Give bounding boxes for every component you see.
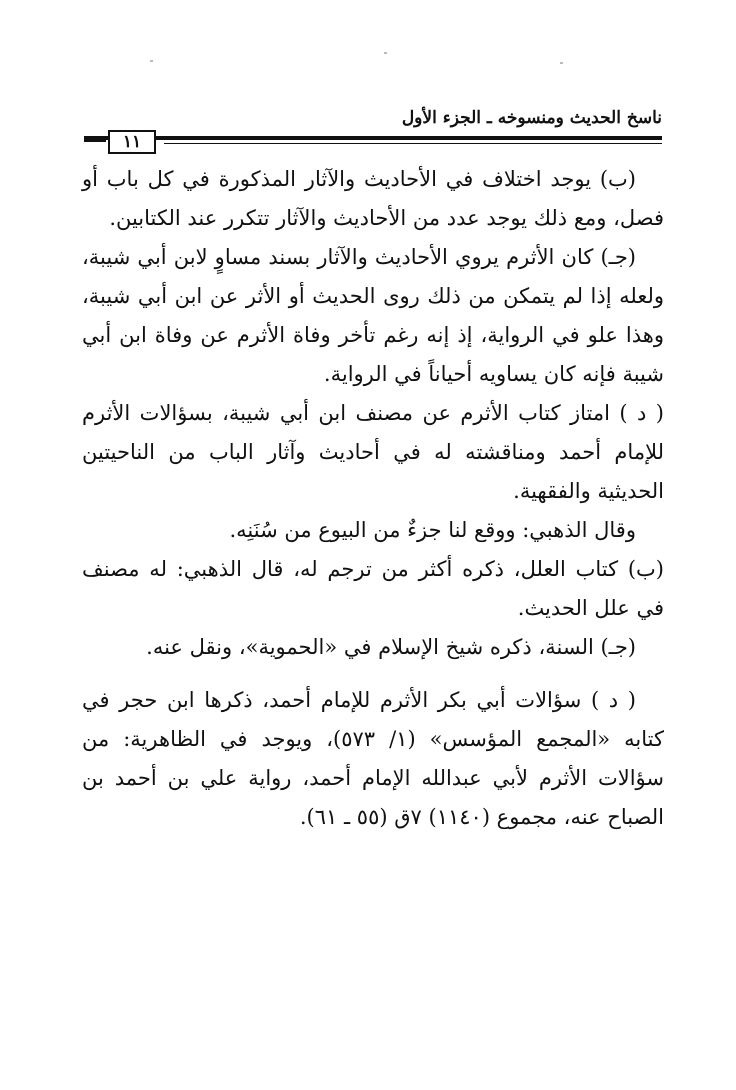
paragraph-j-sunnah: (جـ) السنة، ذكره شيخ الإسلام في «الحموية»، ونقل عنه.: [146, 635, 636, 659]
paragraph-d-suaalat: ( د ) سؤالات أبي بكر الأثرم للإمام أحمد، ذكرها ابن حجر في كتابه «المجمع المؤسس» (١/ ٥٧٣)، ويوجد في الظاهرية: من سؤالات الأثرم لأبي عبدالله الإمام أحمد، رواية علي بن أحمد بن الصباح عنه، مجموع (١١٤٠) ٧ق (٥٥ ـ ٦١).: [82, 688, 664, 829]
paragraph-dhahabi-quote: وقال الذهبي: ووقع لنا جزءٌ من البيوع من سُنَنِه.: [229, 518, 636, 542]
page-number: ١١: [108, 130, 156, 154]
paragraph-b-ilal: (ب) كتاب العلل، ذكره أكثر من ترجم له، قال الذهبي: له مصنف في علل الحديث.: [82, 557, 664, 620]
header-rule-thick: [84, 136, 662, 140]
scan-speck: [560, 62, 563, 64]
header-rule-thin: [164, 143, 662, 144]
paragraph-j-isnad: (جـ) كان الأثرم يروي الأحاديث والآثار بسند مساوٍ لابن أبي شيبة، ولعله إذا لم يتمكن من ذلك روى الحديث أو الأثر عن ابن أبي شيبة، وهذا علو في الرواية، إذ إنه رغم تأخر وفاة الأثرم عن وفاة ابن أبي شيبة فإنه كان يساويه أحياناً في الرواية.: [82, 245, 664, 386]
scan-speck: [384, 52, 387, 54]
page-body: [82, 160, 664, 837]
header-rule-left: [84, 138, 106, 142]
paragraph-d-questions: ( د ) امتاز كتاب الأثرم عن مصنف ابن أبي شيبة، بسؤالات الأثرم للإمام أحمد ومناقشته له في أحاديث وآثار الباب من الناحيتين الحديثية والفقهية.: [82, 401, 664, 503]
scan-speck: [150, 60, 153, 62]
paragraph-b-differences: (ب) يوجد اختلاف في الأحاديث والآثار المذكورة في كل باب أو فصل، ومع ذلك يوجد عدد من الأحاديث والآثار تتكرر عند الكتابين.: [82, 167, 664, 230]
running-header: [84, 108, 662, 156]
running-header-title: ناسخ الحديث ومنسوخه ـ الجزء الأول: [401, 108, 662, 128]
